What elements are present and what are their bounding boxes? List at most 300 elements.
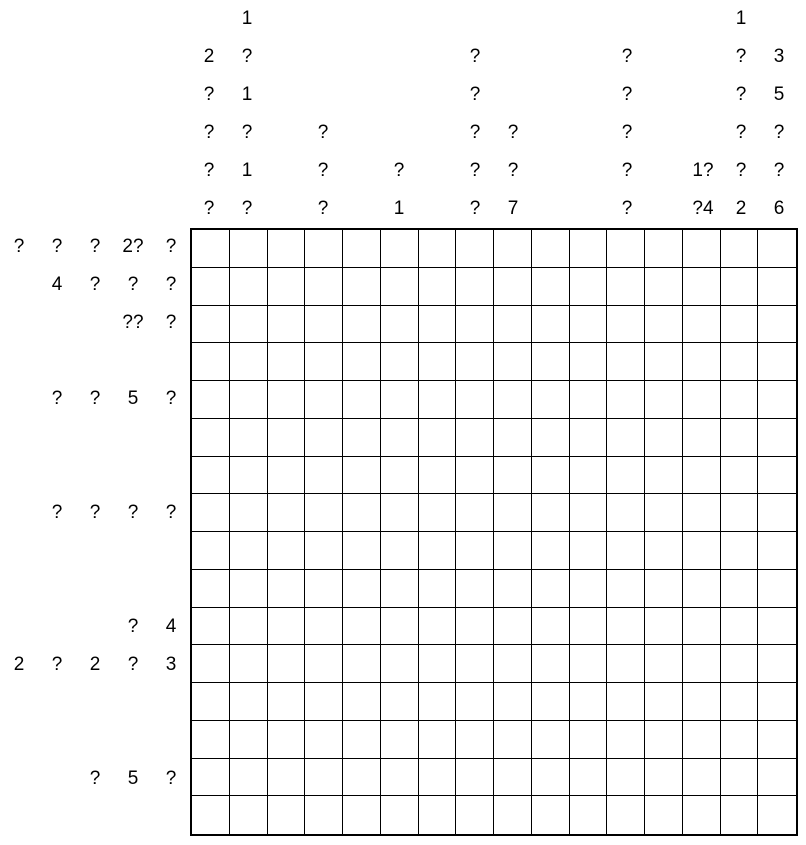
row-clue: 3 [165, 654, 177, 675]
grid-cell[interactable] [721, 494, 759, 532]
grid-cell[interactable] [758, 683, 796, 721]
grid-cell[interactable] [758, 570, 796, 608]
grid-cell[interactable] [607, 306, 645, 344]
row-clue: ? [127, 654, 139, 675]
grid-cell[interactable] [683, 381, 721, 419]
grid-cell[interactable] [419, 645, 457, 683]
puzzle-grid [190, 228, 798, 836]
grid-cell[interactable] [419, 419, 457, 457]
row-clue: ? [89, 236, 101, 257]
row-clue: ? [89, 274, 101, 295]
row-clue: 5 [127, 768, 139, 789]
grid-cell[interactable] [419, 494, 457, 532]
grid-cell[interactable] [268, 532, 306, 570]
grid-cell[interactable] [645, 608, 683, 646]
grid-cell[interactable] [343, 381, 381, 419]
grid-cell[interactable] [758, 419, 796, 457]
grid-cell[interactable] [192, 796, 230, 834]
grid-cell[interactable] [419, 683, 457, 721]
grid-cell[interactable] [721, 796, 759, 834]
grid-cell[interactable] [532, 494, 570, 532]
grid-cell[interactable] [645, 532, 683, 570]
grid-cell[interactable] [683, 796, 721, 834]
grid-cell[interactable] [192, 721, 230, 759]
grid-cell[interactable] [532, 343, 570, 381]
column-clue: ? [317, 198, 329, 219]
grid-cell[interactable] [230, 759, 268, 797]
grid-cell[interactable] [192, 608, 230, 646]
grid-cell[interactable] [683, 419, 721, 457]
column-clue: 5 [773, 84, 785, 105]
grid-cell[interactable] [192, 419, 230, 457]
column-clue: ? [241, 46, 253, 67]
grid-cell[interactable] [305, 343, 343, 381]
grid-cell[interactable] [683, 759, 721, 797]
grid-cell[interactable] [683, 494, 721, 532]
grid-cell[interactable] [570, 796, 608, 834]
grid-cell[interactable] [419, 796, 457, 834]
grid-cell[interactable] [570, 381, 608, 419]
grid-cell[interactable] [419, 381, 457, 419]
grid-cell[interactable] [532, 306, 570, 344]
grid-cell[interactable] [343, 759, 381, 797]
grid-cell[interactable] [305, 457, 343, 495]
grid-cell[interactable] [456, 494, 494, 532]
grid-cell[interactable] [230, 343, 268, 381]
column-clue: 1 [241, 8, 253, 29]
grid-cell[interactable] [645, 343, 683, 381]
grid-cell[interactable] [192, 381, 230, 419]
grid-cell[interactable] [494, 494, 532, 532]
grid-cell[interactable] [268, 419, 306, 457]
grid-cell[interactable] [305, 419, 343, 457]
column-clue: ? [507, 160, 519, 181]
grid-cell[interactable] [570, 570, 608, 608]
grid-cell[interactable] [607, 796, 645, 834]
grid-cell[interactable] [721, 645, 759, 683]
grid-cell[interactable] [456, 268, 494, 306]
grid-cell[interactable] [230, 796, 268, 834]
grid-cell[interactable] [381, 721, 419, 759]
grid-cell[interactable] [721, 759, 759, 797]
grid-cell[interactable] [268, 268, 306, 306]
row-clue: ? [165, 312, 177, 333]
grid-cell[interactable] [381, 570, 419, 608]
grid-cell[interactable] [721, 268, 759, 306]
grid-cell[interactable] [268, 570, 306, 608]
grid-cell[interactable] [381, 796, 419, 834]
grid-cell[interactable] [532, 419, 570, 457]
grid-cell[interactable] [305, 306, 343, 344]
grid-cell[interactable] [607, 645, 645, 683]
grid-cell[interactable] [683, 268, 721, 306]
grid-cell[interactable] [721, 230, 759, 268]
grid-cell[interactable] [230, 494, 268, 532]
grid-cell[interactable] [758, 343, 796, 381]
grid-cell[interactable] [758, 457, 796, 495]
grid-cell[interactable] [570, 608, 608, 646]
grid-cell[interactable] [268, 759, 306, 797]
grid-cell[interactable] [494, 230, 532, 268]
row-clue: ? [165, 768, 177, 789]
grid-cell[interactable] [532, 721, 570, 759]
grid-cell[interactable] [192, 570, 230, 608]
grid-cell[interactable] [758, 494, 796, 532]
grid-cell[interactable] [456, 532, 494, 570]
grid-cell[interactable] [456, 796, 494, 834]
grid-cell[interactable] [683, 532, 721, 570]
grid-cell[interactable] [494, 381, 532, 419]
grid-cell[interactable] [607, 494, 645, 532]
grid-cell[interactable] [683, 343, 721, 381]
grid-cell[interactable] [343, 343, 381, 381]
grid-cell[interactable] [230, 608, 268, 646]
grid-cell[interactable] [570, 230, 608, 268]
grid-cell[interactable] [192, 268, 230, 306]
grid-cell[interactable] [268, 721, 306, 759]
grid-cell[interactable] [456, 645, 494, 683]
grid-cell[interactable] [343, 419, 381, 457]
grid-cell[interactable] [683, 683, 721, 721]
grid-cell[interactable] [230, 306, 268, 344]
grid-cell[interactable] [381, 645, 419, 683]
grid-cell[interactable] [570, 645, 608, 683]
grid-cell[interactable] [721, 532, 759, 570]
grid-cell[interactable] [494, 419, 532, 457]
grid-cell[interactable] [305, 645, 343, 683]
grid-cell[interactable] [758, 796, 796, 834]
column-clue: 1 [393, 198, 405, 219]
row-clue: 4 [165, 616, 177, 637]
grid-cell[interactable] [343, 306, 381, 344]
grid-cell[interactable] [305, 608, 343, 646]
grid-cell[interactable] [343, 796, 381, 834]
grid-cell[interactable] [570, 268, 608, 306]
grid-cell[interactable] [607, 343, 645, 381]
grid-cell[interactable] [456, 759, 494, 797]
grid-cell[interactable] [683, 570, 721, 608]
column-clue: 1 [241, 160, 253, 181]
grid-cell[interactable] [607, 608, 645, 646]
column-clue: ?4 [692, 198, 714, 219]
grid-cell[interactable] [381, 419, 419, 457]
grid-cell[interactable] [532, 381, 570, 419]
grid-cell[interactable] [758, 645, 796, 683]
column-clue: 7 [507, 198, 519, 219]
column-clue: ? [735, 122, 747, 143]
grid-cell[interactable] [343, 268, 381, 306]
grid-cell[interactable] [532, 608, 570, 646]
grid-cell[interactable] [645, 381, 683, 419]
grid-cell[interactable] [607, 457, 645, 495]
column-clue: ? [735, 160, 747, 181]
grid-cell[interactable] [758, 721, 796, 759]
row-clue: 2 [13, 654, 25, 675]
grid-cell[interactable] [305, 532, 343, 570]
grid-cell[interactable] [494, 759, 532, 797]
grid-cell[interactable] [607, 419, 645, 457]
grid-cell[interactable] [758, 608, 796, 646]
grid-cell[interactable] [343, 532, 381, 570]
grid-cell[interactable] [494, 608, 532, 646]
grid-cell[interactable] [419, 306, 457, 344]
grid-cell[interactable] [721, 343, 759, 381]
grid-cell[interactable] [721, 683, 759, 721]
grid-cell[interactable] [230, 645, 268, 683]
grid-cell[interactable] [532, 796, 570, 834]
grid-cell[interactable] [419, 608, 457, 646]
grid-cell[interactable] [683, 306, 721, 344]
grid-cell[interactable] [230, 230, 268, 268]
grid-cell[interactable] [683, 608, 721, 646]
grid-cell[interactable] [192, 306, 230, 344]
row-clue: ? [165, 274, 177, 295]
grid-cell[interactable] [343, 494, 381, 532]
grid-cell[interactable] [683, 645, 721, 683]
column-clue: ? [621, 160, 633, 181]
grid-cell[interactable] [532, 645, 570, 683]
grid-cell[interactable] [721, 570, 759, 608]
grid-cell[interactable] [381, 343, 419, 381]
grid-cell[interactable] [419, 570, 457, 608]
grid-cell[interactable] [494, 796, 532, 834]
grid-cell[interactable] [494, 343, 532, 381]
grid-cell[interactable] [721, 381, 759, 419]
grid-cell[interactable] [607, 268, 645, 306]
grid-cell[interactable] [456, 381, 494, 419]
column-clue: ? [621, 84, 633, 105]
grid-cell[interactable] [494, 570, 532, 608]
grid-cell[interactable] [381, 268, 419, 306]
grid-cell[interactable] [532, 683, 570, 721]
grid-cell[interactable] [456, 343, 494, 381]
grid-cell[interactable] [381, 759, 419, 797]
grid-cell[interactable] [381, 683, 419, 721]
grid-cell[interactable] [721, 457, 759, 495]
grid-cell[interactable] [343, 683, 381, 721]
grid-cell[interactable] [721, 721, 759, 759]
grid-cell[interactable] [758, 306, 796, 344]
grid-cell[interactable] [230, 683, 268, 721]
column-clue: ? [469, 198, 481, 219]
grid-cell[interactable] [419, 230, 457, 268]
grid-cell[interactable] [494, 457, 532, 495]
grid-cell[interactable] [305, 494, 343, 532]
column-clue: ? [241, 198, 253, 219]
grid-cell[interactable] [645, 796, 683, 834]
grid-cell[interactable] [532, 570, 570, 608]
grid-cell[interactable] [456, 419, 494, 457]
grid-cell[interactable] [721, 608, 759, 646]
grid-cell[interactable] [305, 381, 343, 419]
grid-cell[interactable] [683, 457, 721, 495]
grid-cell[interactable] [532, 457, 570, 495]
grid-cell[interactable] [645, 683, 683, 721]
grid-cell[interactable] [230, 570, 268, 608]
grid-cell[interactable] [419, 721, 457, 759]
row-clue: ? [165, 502, 177, 523]
grid-cell[interactable] [607, 532, 645, 570]
grid-cell[interactable] [419, 457, 457, 495]
grid-cell[interactable] [456, 721, 494, 759]
grid-cell[interactable] [268, 494, 306, 532]
grid-cell[interactable] [494, 721, 532, 759]
grid-cell[interactable] [268, 645, 306, 683]
grid-cell[interactable] [456, 306, 494, 344]
grid-cell[interactable] [419, 532, 457, 570]
grid-cell[interactable] [570, 419, 608, 457]
column-clue: 2 [203, 46, 215, 67]
grid-cell[interactable] [532, 532, 570, 570]
grid-cell[interactable] [192, 457, 230, 495]
grid-cell[interactable] [645, 645, 683, 683]
grid-cell[interactable] [381, 608, 419, 646]
grid-cell[interactable] [570, 306, 608, 344]
grid-cell[interactable] [381, 494, 419, 532]
grid-cell[interactable] [419, 759, 457, 797]
column-clue: ? [621, 46, 633, 67]
grid-cell[interactable] [305, 230, 343, 268]
grid-cell[interactable] [230, 721, 268, 759]
grid-cell[interactable] [570, 532, 608, 570]
grid-cell[interactable] [494, 306, 532, 344]
grid-cell[interactable] [456, 230, 494, 268]
grid-cell[interactable] [192, 759, 230, 797]
grid-cell[interactable] [305, 268, 343, 306]
row-clue: ? [51, 388, 63, 409]
grid-cell[interactable] [607, 570, 645, 608]
grid-cell[interactable] [645, 457, 683, 495]
row-clue: ? [89, 502, 101, 523]
grid-cell[interactable] [268, 381, 306, 419]
row-clue: ? [165, 236, 177, 257]
grid-cell[interactable] [607, 759, 645, 797]
grid-cell[interactable] [456, 683, 494, 721]
grid-cell[interactable] [532, 759, 570, 797]
grid-cell[interactable] [683, 721, 721, 759]
grid-cell[interactable] [305, 683, 343, 721]
grid-cell[interactable] [607, 683, 645, 721]
grid-cell[interactable] [494, 645, 532, 683]
grid-cell[interactable] [570, 457, 608, 495]
grid-cell[interactable] [268, 796, 306, 834]
grid-cell[interactable] [570, 759, 608, 797]
grid-cell[interactable] [758, 381, 796, 419]
grid-cell[interactable] [607, 381, 645, 419]
grid-cell[interactable] [343, 645, 381, 683]
grid-cell[interactable] [230, 419, 268, 457]
grid-cell[interactable] [758, 268, 796, 306]
grid-cell[interactable] [305, 796, 343, 834]
row-clue: ? [127, 274, 139, 295]
grid-cell[interactable] [268, 230, 306, 268]
grid-cell[interactable] [532, 268, 570, 306]
grid-cell[interactable] [494, 268, 532, 306]
grid-cell[interactable] [758, 759, 796, 797]
grid-cell[interactable] [381, 532, 419, 570]
grid-cell[interactable] [381, 230, 419, 268]
grid-cell[interactable] [305, 570, 343, 608]
grid-cell[interactable] [494, 683, 532, 721]
grid-cell[interactable] [570, 683, 608, 721]
column-clue: ? [241, 122, 253, 143]
grid-cell[interactable] [230, 532, 268, 570]
grid-cell[interactable] [192, 343, 230, 381]
grid-cell[interactable] [268, 683, 306, 721]
column-clue: ? [773, 122, 785, 143]
grid-cell[interactable] [381, 306, 419, 344]
column-clue: 1? [692, 160, 714, 181]
grid-cell[interactable] [230, 268, 268, 306]
grid-cell[interactable] [758, 230, 796, 268]
grid-cell[interactable] [607, 721, 645, 759]
grid-cell[interactable] [381, 457, 419, 495]
grid-cell[interactable] [192, 532, 230, 570]
grid-cell[interactable] [456, 570, 494, 608]
grid-cell[interactable] [494, 532, 532, 570]
grid-cell[interactable] [343, 570, 381, 608]
grid-cell[interactable] [570, 721, 608, 759]
grid-cell[interactable] [570, 343, 608, 381]
grid-cell[interactable] [268, 457, 306, 495]
grid-cell[interactable] [645, 759, 683, 797]
column-clue: 1 [241, 84, 253, 105]
column-clue: 3 [773, 46, 785, 67]
grid-cell[interactable] [758, 532, 796, 570]
grid-cell[interactable] [721, 306, 759, 344]
grid-cell[interactable] [230, 457, 268, 495]
grid-cell[interactable] [683, 230, 721, 268]
grid-cell[interactable] [532, 230, 570, 268]
grid-cell[interactable] [645, 230, 683, 268]
grid-cell[interactable] [192, 683, 230, 721]
grid-cell[interactable] [645, 268, 683, 306]
column-clue: ? [393, 160, 405, 181]
grid-cell[interactable] [305, 721, 343, 759]
grid-cell[interactable] [645, 494, 683, 532]
grid-cell[interactable] [268, 608, 306, 646]
column-clue: ? [203, 84, 215, 105]
grid-cell[interactable] [645, 306, 683, 344]
grid-cell[interactable] [607, 230, 645, 268]
grid-cell[interactable] [645, 570, 683, 608]
grid-cell[interactable] [343, 608, 381, 646]
grid-cell[interactable] [456, 457, 494, 495]
grid-cell[interactable] [381, 381, 419, 419]
grid-cell[interactable] [645, 419, 683, 457]
grid-cell[interactable] [192, 494, 230, 532]
grid-cell[interactable] [721, 419, 759, 457]
grid-cell[interactable] [268, 306, 306, 344]
grid-cell[interactable] [192, 645, 230, 683]
grid-cell[interactable] [645, 721, 683, 759]
grid-cell[interactable] [570, 494, 608, 532]
grid-cell[interactable] [419, 268, 457, 306]
row-clue: ?? [122, 312, 144, 333]
grid-cell[interactable] [419, 343, 457, 381]
grid-cell[interactable] [456, 608, 494, 646]
grid-cell[interactable] [268, 343, 306, 381]
grid-cell[interactable] [305, 759, 343, 797]
column-clue: ? [469, 46, 481, 67]
grid-cell[interactable] [230, 381, 268, 419]
grid-cell[interactable] [343, 230, 381, 268]
grid-cell[interactable] [343, 457, 381, 495]
row-clue: ? [165, 388, 177, 409]
grid-cell[interactable] [192, 230, 230, 268]
column-clue: ? [203, 198, 215, 219]
grid-cell[interactable] [343, 721, 381, 759]
